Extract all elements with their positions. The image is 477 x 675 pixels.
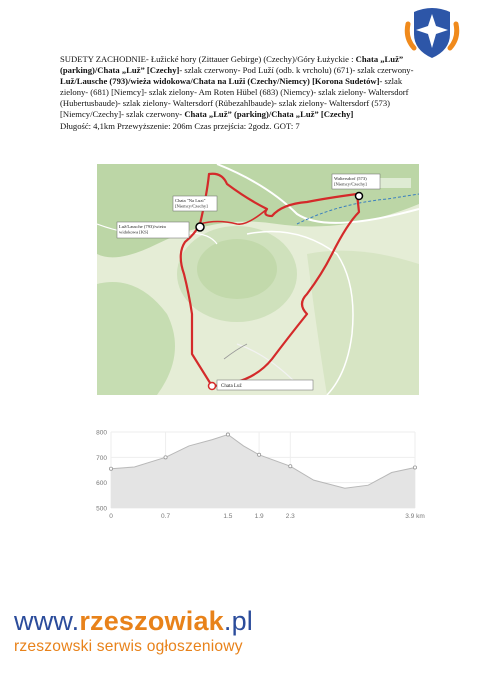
start-marker-icon (209, 383, 216, 390)
map-label-luz: Luž/Lausche (793)/wieża widokowa [KS] (119, 224, 166, 235)
route-map (97, 164, 419, 395)
y-tick-label: 600 (96, 480, 107, 488)
y-tick-label: 500 (96, 505, 107, 513)
footer-brand[interactable] (14, 606, 253, 636)
elevation-point (226, 433, 229, 436)
rzeszowiak-logo (404, 4, 460, 60)
x-tick-label: 3.9 km (405, 513, 425, 520)
x-tick-label: 1.9 (254, 513, 264, 520)
footer-www: www. (14, 606, 80, 636)
route-segment: - szlak zielony- (681) [Niemcy]- szlak zielony- Am Roten Hübel (683) (Niemcy)- szlak zielony- Waltersdorf (Hubertusbaude)- szlak zielony- Waltersdorf (Rübezahlbaude)- szlak zielony- Waltersdorf (573) [Niemcy/Czechy]- szlak czerwony- (60, 76, 409, 120)
route-segment-start: Chata „Luž” (parking)/Chata „Luž” [Czechy] (60, 54, 404, 76)
elevation-chart-svg (85, 420, 435, 530)
map-image (97, 164, 419, 395)
elevation-point (164, 456, 167, 459)
elevation-point (289, 465, 292, 468)
elevation-profile-chart (85, 420, 435, 530)
elevation-point (109, 467, 112, 470)
footer-site-name: rzeszowiak (79, 606, 224, 636)
footer-tld: .pl (223, 606, 254, 636)
route-segment-end: Chata „Luž” (parking)/Chata „Luž” [Czechy] (184, 109, 354, 120)
elevation-point (413, 466, 416, 469)
x-tick-label: 0 (109, 513, 113, 520)
y-tick-label: 700 (96, 454, 107, 462)
route-segment: SUDETY ZACHODNIE- Łužické hory (Zittauer Gebirge) (Czechy)/Góry Łużyckie : (60, 54, 356, 64)
route-segment: - szlak czerwony- Pod Luží (odb. k vrcholu) (671)- szlak czerwony- (179, 65, 414, 76)
map-label-chata-luz: Chata Luž (221, 384, 242, 389)
x-tick-label: 0.7 (161, 513, 171, 520)
elevation-area (111, 435, 415, 508)
route-stats: Długość: 4,1km Przewyższenie: 206m Czas przejścia: 2godz. GOT: 7 (60, 120, 300, 131)
elevation-point (258, 453, 261, 456)
route-segment-peak: Luž/Lausche (793)/wieża widokowa/Chata na Luži (Czechy/Niemcy) [Korona Sudetów] (60, 76, 380, 87)
x-tick-label: 2.3 (285, 513, 295, 520)
shield-cross-icon (404, 4, 460, 60)
footer-tagline: rzeszowski serwis ogłoszeniowy (14, 638, 243, 655)
peak-marker-icon (196, 223, 204, 231)
y-tick-label: 800 (96, 429, 107, 437)
map-label-waltersdorf: Waltersdorf (573) [Niemcy/Czechy] (334, 176, 367, 187)
route-description (60, 54, 422, 132)
map-label-chata: Chata "Na Luzi" [Niemcy/Czechy] (175, 198, 208, 209)
x-tick-label: 1.5 (223, 513, 233, 520)
waltersdorf-marker-icon (356, 193, 363, 200)
